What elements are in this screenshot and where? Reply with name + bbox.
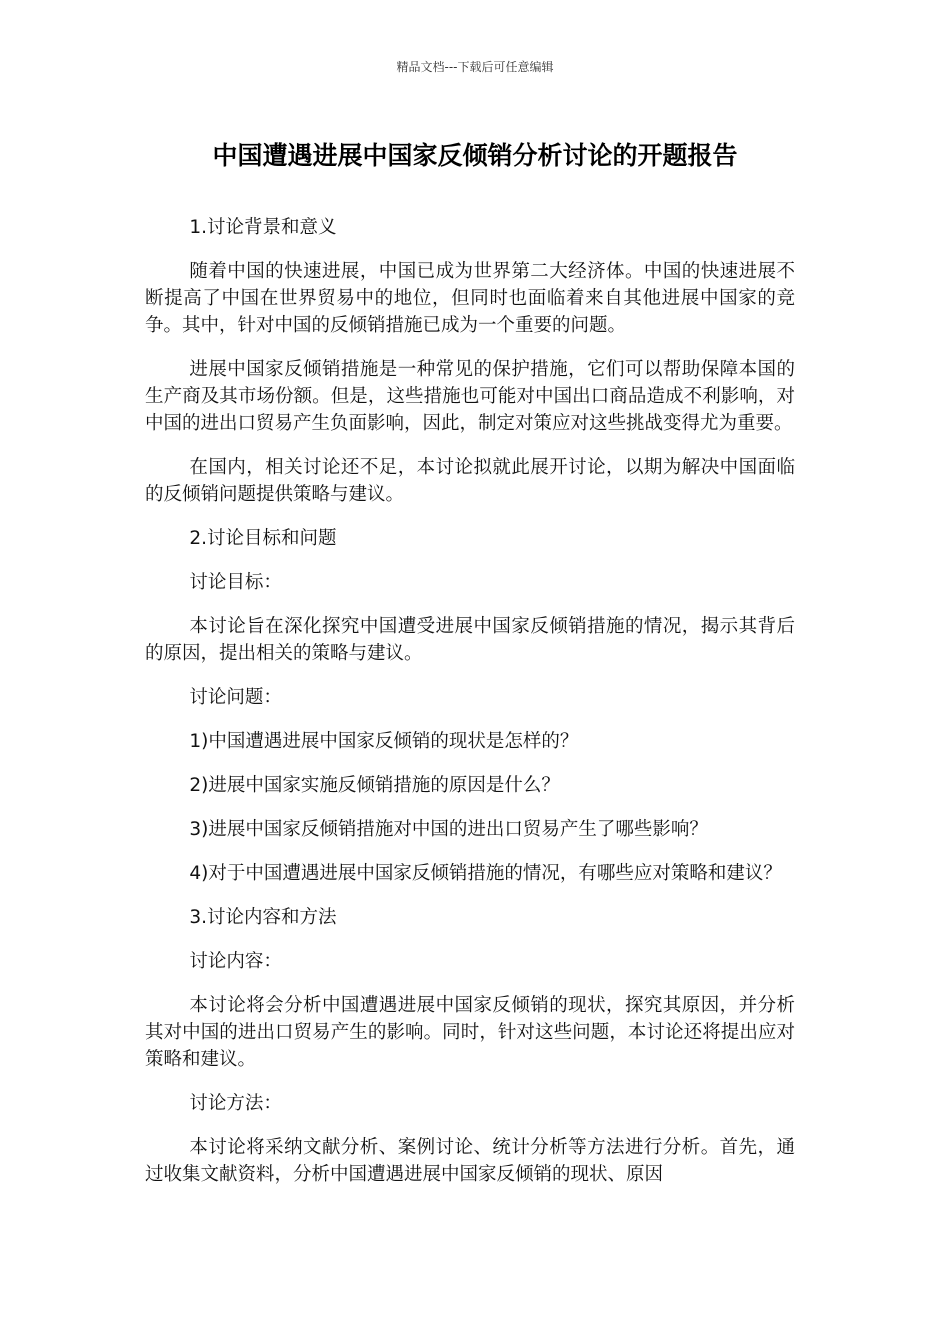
question-item: 3)进展中国家反倾销措施对中国的进出口贸易产生了哪些影响？ <box>189 819 708 840</box>
section-heading-content: 3.讨论内容和方法 <box>189 907 337 928</box>
paragraph: 在国内，相关讨论还不足，本讨论拟就此展开讨论，以期为解决中国面临的反倾销问题提供策略与建议。 <box>145 457 795 505</box>
section-heading-background: 1.讨论背景和意义 <box>189 217 337 238</box>
subheading-content: 讨论内容： <box>189 951 282 972</box>
paragraph: 本讨论将会分析中国遭遇进展中国家反倾销的现状，探究其原因，并分析其对中国的进出口贸易产生的影响。同时，针对这些问题，本讨论还将提出应对策略和建议。 <box>145 995 795 1070</box>
question-item: 1)中国遭遇进展中国家反倾销的现状是怎样的？ <box>189 731 579 752</box>
section-heading-goals: 2.讨论目标和问题 <box>189 528 337 549</box>
paragraph: 进展中国家反倾销措施是一种常见的保护措施，它们可以帮助保障本国的生产商及其市场份额。但是，这些措施也可能对中国出口商品造成不利影响，对中国的进出口贸易产生负面影响，因此，制定对策应对这些挑战变得尤为重要。 <box>145 359 795 434</box>
subheading-method: 讨论方法： <box>189 1093 282 1114</box>
document-title: 中国遭遇进展中国家反倾销分析讨论的开题报告 <box>212 141 738 170</box>
question-item: 2)进展中国家实施反倾销措施的原因是什么？ <box>189 775 560 796</box>
paragraph: 本讨论将采纳文献分析、案例讨论、统计分析等方法进行分析。首先，通过收集文献资料，分析中国遭遇进展中国家反倾销的现状、原因 <box>145 1137 795 1185</box>
paragraph: 本讨论旨在深化探究中国遭受进展中国家反倾销措施的情况，揭示其背后的原因，提出相关的策略与建议。 <box>145 616 795 664</box>
subheading-questions: 讨论问题： <box>189 687 282 708</box>
header-note: 精品文档---下载后可任意编辑 <box>396 60 554 74</box>
question-item: 4)对于中国遭遇进展中国家反倾销措施的情况，有哪些应对策略和建议？ <box>189 863 782 884</box>
paragraph: 随着中国的快速进展，中国已成为世界第二大经济体。中国的快速进展不断提高了中国在世界贸易中的地位，但同时也面临着来自其他进展中国家的竞争。其中，针对中国的反倾销措施已成为一个重要的问题。 <box>145 261 795 336</box>
document-body <box>145 214 795 1205</box>
subheading-goal: 讨论目标： <box>189 572 282 593</box>
